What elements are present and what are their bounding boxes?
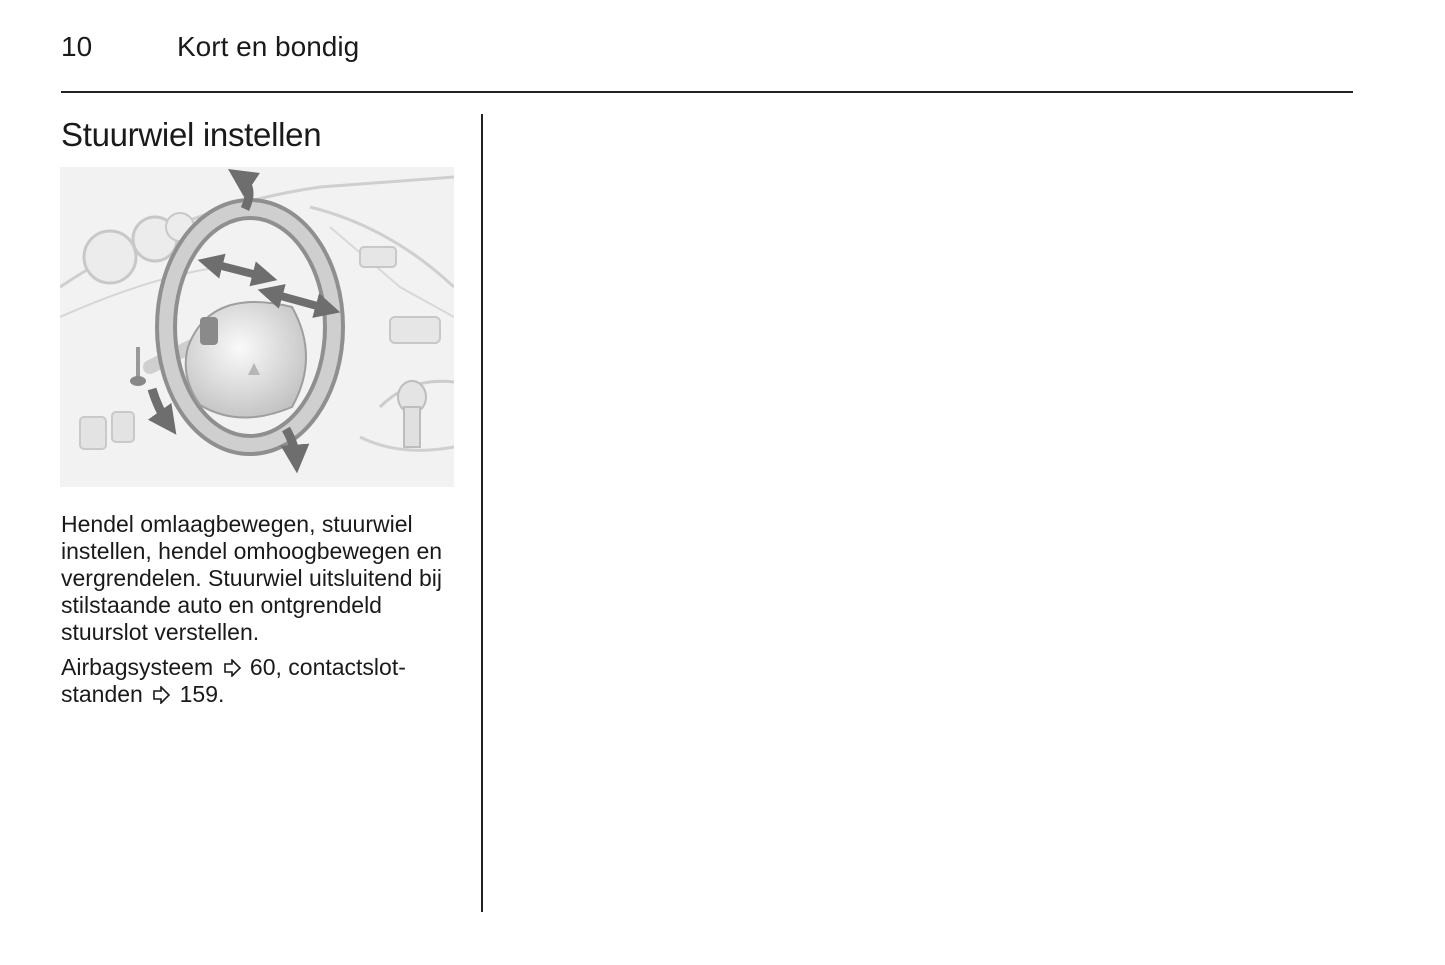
body-text — [61, 511, 466, 716]
steering-wheel-adjustment-icon — [60, 167, 454, 487]
steering-wheel-illustration — [60, 167, 454, 487]
page-reference-icon — [151, 686, 171, 704]
page-number: 10 — [61, 31, 93, 62]
section-title: Stuurwiel instellen — [61, 116, 322, 153]
header-divider — [61, 91, 1353, 93]
cross-reference-paragraph: Airbagsysteem 60, contactslot- standen 159. — [61, 654, 406, 707]
airbag-page-number: 60 — [249, 654, 276, 680]
ignition-page-number: 159 — [179, 681, 219, 707]
ignition-reference-prefix: contactslot- — [288, 654, 406, 680]
column-divider — [481, 114, 483, 912]
ignition-reference-suffix: standen — [61, 681, 143, 707]
page-reference-icon — [222, 659, 242, 677]
instruction-paragraph: Hendel omlaagbewegen, stuurwiel instellen, hendel omhoogbewegen en vergrendelen. Stuurwiel uitsluitend bij stilstaande auto en ontgrendeld stuurslot verstellen. — [61, 511, 443, 645]
chapter-title: Kort en bondig — [177, 31, 360, 62]
airbag-reference: Airbagsysteem — [61, 654, 214, 680]
